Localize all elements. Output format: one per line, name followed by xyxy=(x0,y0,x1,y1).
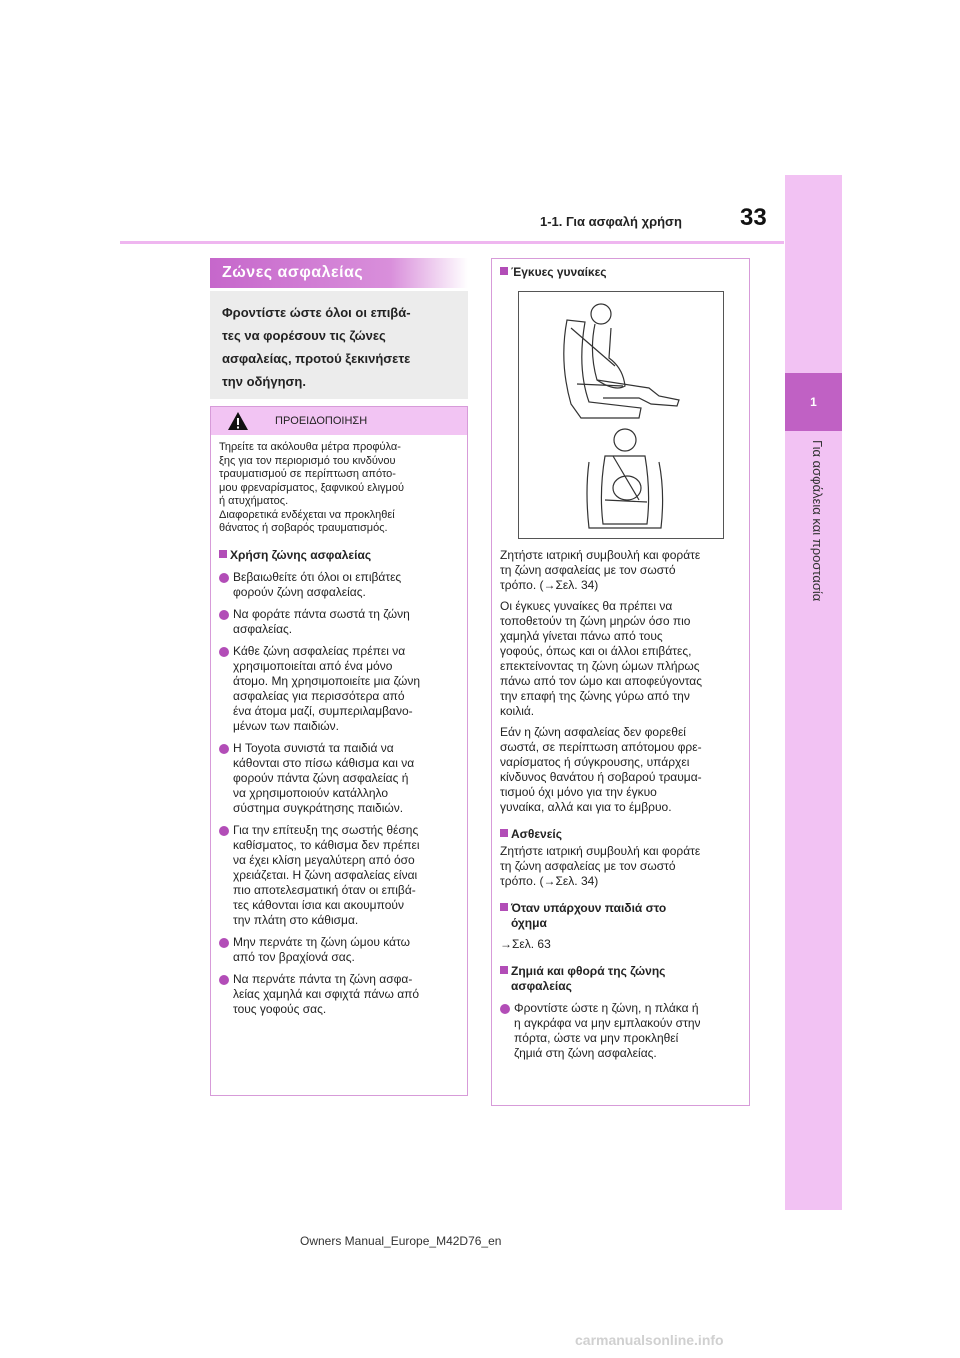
bullet-dot-icon xyxy=(219,573,229,583)
subhead-damage xyxy=(492,952,749,994)
square-bullet-icon xyxy=(500,903,508,911)
intro-line: την οδήγηση. xyxy=(222,374,306,389)
text-line: σωστά, σε περίπτωση απότομου φρε- xyxy=(500,740,702,754)
text-line: μένων των παιδιών. xyxy=(233,718,340,733)
text-line: Βεβαιωθείτε ότι όλοι οι επιβάτες xyxy=(233,569,402,584)
text-line: άτομο. Μη χρησιμοποιείτε μια ζώνη xyxy=(233,673,421,688)
subhead-text: Ασθενείς xyxy=(511,827,562,841)
header-section-title: 1-1. Για ασφαλή χρήση xyxy=(540,214,682,229)
text-line: Οι έγκυες γυναίκες θα πρέπει να xyxy=(500,599,673,613)
text-line: πιο αποτελεσματική όταν οι επιβά- xyxy=(233,882,416,897)
text-line: πάνω από τον ώμο και αποφεύγοντας xyxy=(500,674,703,688)
square-bullet-icon xyxy=(500,966,508,974)
warning-panel xyxy=(210,406,468,1096)
text-line: να χρησιμοποιούν κατάλληλο xyxy=(233,785,389,800)
chapter-side-tab xyxy=(785,175,842,1210)
list-item xyxy=(211,816,467,928)
text-line: κίνδυνος θανάτου ή σοβαρού τραυμα- xyxy=(500,770,702,784)
subhead-text: όχημα xyxy=(511,916,547,930)
chapter-number: 1 xyxy=(785,373,842,431)
header-divider xyxy=(120,241,784,244)
intro-line: Φροντίστε ώστε όλοι οι επιβά- xyxy=(222,305,411,320)
text-line: Διαφορετικά ενδέχεται να προκληθεί xyxy=(219,508,395,521)
subhead-seatbelt-use xyxy=(211,536,467,563)
text-line: ένα άτομα μαζί, συμπεριλαμβανο- xyxy=(233,703,413,718)
text-line: την πλάτη στο κάθισμα. xyxy=(233,912,359,927)
text-line: Για την επίτευξη της σωστής θέσης xyxy=(233,822,419,837)
pregnant-seatbelt-illustration xyxy=(518,291,724,539)
watermark: carmanualsonline.info xyxy=(575,1332,724,1348)
text-line: τρόπο. (→Σελ. 34) xyxy=(500,874,599,888)
text-line: Φροντίστε ώστε η ζώνη, η πλάκα ή xyxy=(514,1001,699,1015)
intro-line: τες να φορέσουν τις ζώνες xyxy=(222,328,386,343)
text-line: ασφαλείας για περισσότερα από xyxy=(233,688,405,703)
paragraph xyxy=(492,844,749,889)
list-item xyxy=(211,637,467,734)
text-line: τισμού όχι μόνο για την έγκυο xyxy=(500,785,657,799)
text-line: την επαφή της ζώνης γύρω από την xyxy=(500,689,690,703)
bullet-dot-icon xyxy=(219,826,229,836)
text-line: Η Toyota συνιστά τα παιδιά να xyxy=(233,740,394,755)
text-line: Ζητήστε ιατρική συμβουλή και φοράτε xyxy=(500,548,701,562)
page-reference: →Σελ. 63 xyxy=(500,937,551,951)
intro-box xyxy=(210,291,468,399)
text-line: κάθονται στο πίσω κάθισμα και να xyxy=(233,755,415,770)
chapter-title: Για ασφάλεια και προστασία xyxy=(810,440,825,602)
subhead-text: Όταν υπάρχουν παιδιά στο xyxy=(511,901,667,915)
footer-manual-id: Owners Manual_Europe_M42D76_en xyxy=(300,1234,502,1248)
square-bullet-icon xyxy=(219,550,227,558)
text-line: χρειάζεται. Η ζώνη ασφαλείας είναι xyxy=(233,867,418,882)
seatbelt-figure-icon xyxy=(519,292,723,538)
text-line: κοιλιά. xyxy=(500,704,535,718)
text-line: ασφαλείας. xyxy=(233,621,293,636)
text-line: Κάθε ζώνη ασφαλείας πρέπει να xyxy=(233,643,406,658)
list-item xyxy=(492,994,749,1061)
text-line: σύστημα συγκράτησης παιδιών. xyxy=(233,800,404,815)
warning-triangle-icon xyxy=(227,411,249,431)
bullet-dot-icon xyxy=(219,744,229,754)
bullet-dot-icon xyxy=(219,975,229,985)
text-line: να έχει κλίση μεγαλύτερη από όσο xyxy=(233,852,415,867)
text-line: ναρίσματος ή σύγκρουσης, υπάρχει xyxy=(500,755,690,769)
subhead-children xyxy=(492,889,749,931)
paragraph xyxy=(492,725,749,815)
subhead-ill xyxy=(492,815,749,842)
info-panel xyxy=(491,258,750,1106)
bullet-dot-icon xyxy=(500,1004,510,1014)
subhead-text: Χρήση ζώνης ασφαλείας xyxy=(230,547,372,562)
text-line: μου φρεναρίσματος, ξαφνικού ελιγμού xyxy=(219,481,405,494)
paragraph xyxy=(492,599,749,719)
text-line: θάνατος ή σοβαρός τραυματισμός. xyxy=(219,522,388,534)
page-number: 33 xyxy=(740,204,767,231)
subhead-text: ασφαλείας xyxy=(511,979,572,993)
warning-header xyxy=(211,407,467,435)
text-line: η αγκράφα να μην εμπλακούν στην xyxy=(514,1016,701,1030)
text-line: Να φοράτε πάντα σωστά τη ζώνη xyxy=(233,606,410,621)
bullet-dot-icon xyxy=(219,938,229,948)
text-line: τες κάθονται ίσια και ακουμπούν xyxy=(233,897,404,912)
text-line: πόρτα, ώστε να μην προκληθεί xyxy=(514,1031,679,1045)
warning-text xyxy=(211,435,467,536)
text-line: ξης για τον περιορισμό του κινδύνου xyxy=(219,454,396,467)
text-line: Να περνάτε πάντα τη ζώνη ασφα- xyxy=(233,971,413,986)
text-line: Τηρείτε τα ακόλουθα μέτρα προφύλα- xyxy=(219,441,401,453)
text-line: από τον βραχίονά σας. xyxy=(233,949,355,964)
text-line: γοφούς, όπως και οι άλλοι επιβάτες, xyxy=(500,644,692,658)
text-line: χαμηλά γίνεται πάνω από τους xyxy=(500,629,663,643)
bullet-dot-icon xyxy=(219,610,229,620)
text-line: τρόπο. (→Σελ. 34) xyxy=(500,578,599,592)
text-line: τραυματισμού σε περίπτωση απότο- xyxy=(219,468,396,480)
text-line: ή ατυχήματος. xyxy=(219,495,289,507)
subhead-pregnant xyxy=(492,259,749,280)
text-line: τη ζώνη ασφαλείας με τον σωστό xyxy=(500,563,676,577)
text-line: φορούν πάντα ζώνη ασφαλείας ή xyxy=(233,770,409,785)
section-title: Ζώνες ασφαλείας xyxy=(210,258,468,288)
intro-line: ασφαλείας, προτού ξεκινήσετε xyxy=(222,351,411,366)
list-item xyxy=(211,965,467,1017)
list-item xyxy=(211,563,467,600)
warning-label: ΠΡΟΕΙΔΟΠΟΙΗΣΗ xyxy=(275,415,368,427)
text-line: Εάν η ζώνη ασφαλείας δεν φορεθεί xyxy=(500,725,686,739)
text-line: Ζητήστε ιατρική συμβουλή και φοράτε xyxy=(500,844,701,858)
text-line: χρησιμοποιείται από ένα μόνο xyxy=(233,658,393,673)
text-line: γυναίκα, αλλά και για το έμβρυο. xyxy=(500,800,672,814)
square-bullet-icon xyxy=(500,267,508,275)
subhead-text: Έγκυες γυναίκες xyxy=(511,265,607,279)
text-line: καθίσματος, το κάθισμα δεν πρέπει xyxy=(233,837,420,852)
paragraph xyxy=(492,548,749,593)
subhead-text: Ζημιά και φθορά της ζώνης xyxy=(511,964,666,978)
text-line: Μην περνάτε τη ζώνη ώμου κάτω xyxy=(233,934,411,949)
list-item xyxy=(211,734,467,816)
text-line: λείας χαμηλά και σφιχτά πάνω από xyxy=(233,986,420,1001)
list-item xyxy=(211,928,467,965)
bullet-dot-icon xyxy=(219,647,229,657)
text-line: ζημιά στη ζώνη ασφαλείας. xyxy=(514,1046,657,1060)
text-line: τοποθετούν τη ζώνη μηρών όσο πιο xyxy=(500,614,691,628)
text-line: φορούν ζώνη ασφαλείας. xyxy=(233,584,366,599)
text-line: επεκτείνοντας τη ζώνη ώμων πλήρως xyxy=(500,659,700,673)
text-line: τη ζώνη ασφαλείας με τον σωστό xyxy=(500,859,676,873)
list-item xyxy=(211,600,467,637)
square-bullet-icon xyxy=(500,829,508,837)
text-line: τους γοφούς σας. xyxy=(233,1001,327,1016)
